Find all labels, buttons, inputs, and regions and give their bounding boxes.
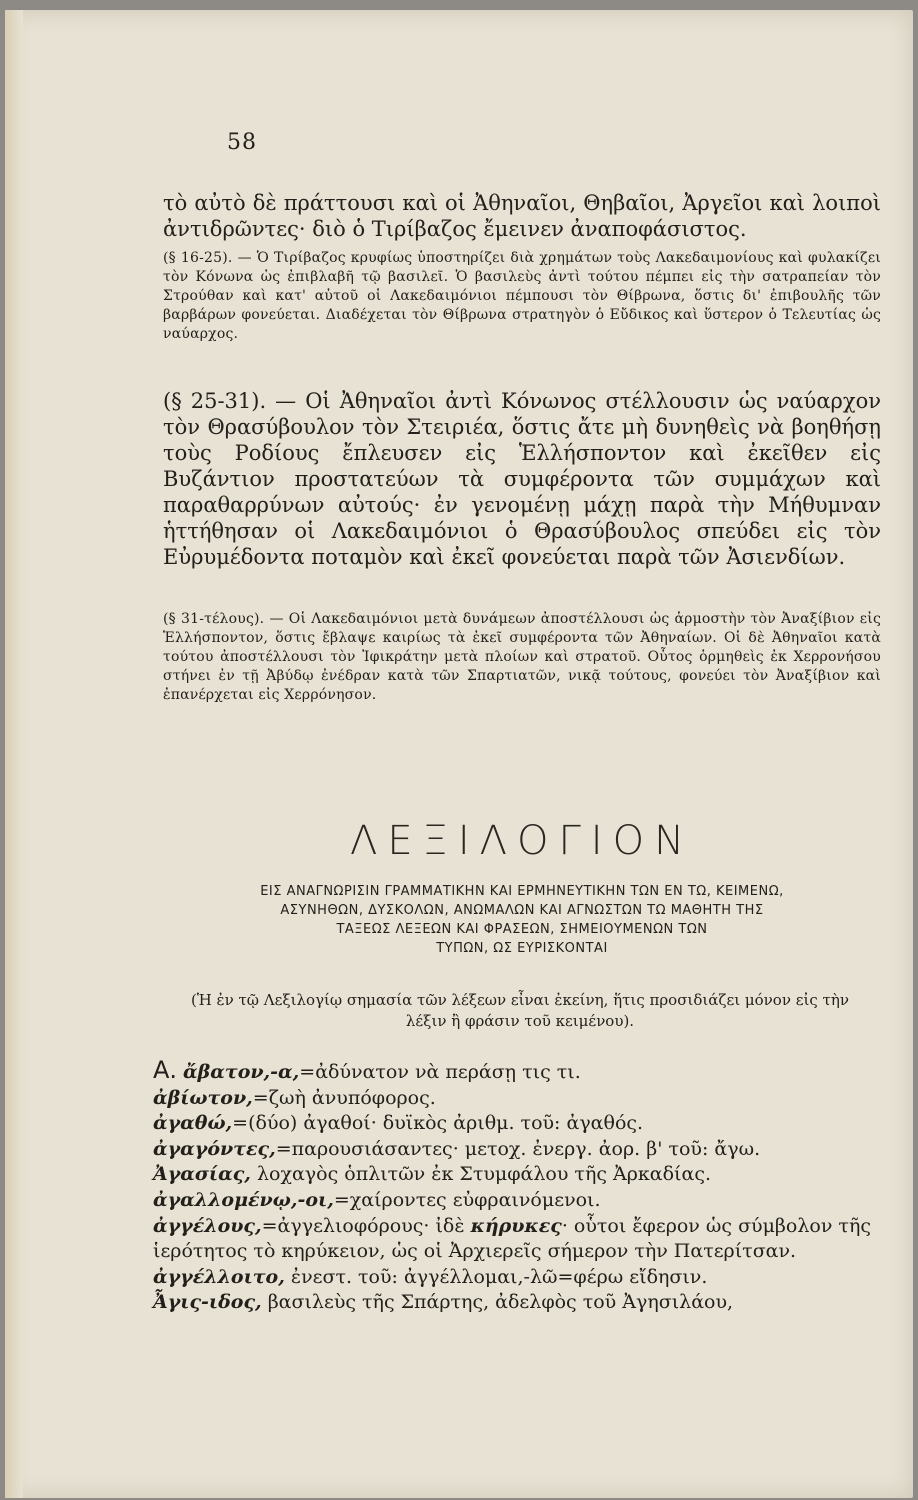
page-binding-edge [5,10,23,1498]
lexicon-entry [153,1265,883,1291]
lexicon-note: (Ἡ ἐν τῷ Λεξιλογίῳ σημασία τῶν λέξεων εἶναι ἐκείνη, ἥτις προσιδιάζει μόνον εἰς τὴν λέξιν ἢ φράσιν τοῦ κειμένου). [191,991,849,1030]
entry-definition: βασιλεὺς τῆς Σπάρτης, ἀδελφὸς τοῦ Ἀγησιλάου, [261,1291,734,1314]
book-page [5,10,913,1498]
lexicon-entry [153,1162,883,1188]
lexicon-entry [153,1214,883,1265]
entry-headword: ἀγγέλους, [153,1214,262,1237]
lexicon-subtitle [163,882,881,958]
text-paragraph-25-31: (§ 25-31). — Οἱ Ἀθηναῖοι ἀντὶ Κόνωνος στέλλουσιν ὡς ναύαρχον τὸν Θρασύβουλον τὸν Στειριέα, ὅστις ἄτε μὴ δυνηθεὶς νὰ βοηθήσῃ τοὺς Ροδίους ἔπλευσεν εἰς Ἑλλήσποντον καὶ ἐκεῖθεν εἰς Βυζάντιον προστατεύων τὰ συμφέροντα τῶν συμμάχων καὶ παραθαρρύνων αὐτούς· ἐν γενομένῃ μάχῃ παρὰ τὴν Μήθυμναν ἡττήθησαν οἱ Λακεδαιμόνιοι ὁ Θρασύβουλος σπεύδει εἰς τὸν Εὐρυμέδοντα ποταμὸν καὶ ἐκεῖ φονεύεται παρὰ τῶν Ἀσιενδίων. [163,389,881,569]
entry-keyword: κήρυκες [470,1214,562,1237]
entry-definition: ἐνεστ. τοῦ: ἀγγέλλομαι,-λῶ=φέρω εἴδησιν. [284,1265,708,1288]
entry-headword: ἀβίωτον, [153,1086,253,1109]
entry-headword: ἀγαγόντες, [153,1137,276,1160]
entry-definition: λοχαγὸς ὁπλιτῶν ἐκ Στυμφάλου τῆς Ἀρκαδίας. [250,1163,712,1186]
entry-headword: ἀγαθώ, [153,1112,233,1135]
entry-definition: =παρουσιάσαντες· μετοχ. ἐνεργ. ἀορ. β' τοῦ: ἄγω. [275,1137,761,1160]
lexicon-entries [153,1058,883,1316]
entry-headword: Ἆγις-ιδος, [153,1291,262,1314]
subtitle-line: ΤΥΠΩΝ, ΩΣ ΕΥΡΙΣΚΟΝΤΑΙ [436,941,608,956]
subtitle-line: ΤΑΞΕΩΣ ΛΕΞΕΩΝ ΚΑΙ ΦΡΑΣΕΩΝ, ΣΗΜΕΙΟΥΜΕΝΩΝ ΤΩΝ [336,922,708,937]
lexicon-entry [153,1188,883,1214]
subtitle-line: ΑΣΥΝΗΘΩΝ, ΔΥΣΚΟΛΩΝ, ΑΝΩΜΑΛΩΝ ΚΑΙ ΑΓΝΩΣΤΩΝ ΤΩ ΜΑΘΗΤΗ ΤΗΣ [280,903,764,918]
entry-headword: Ἀγασίας, [153,1163,251,1186]
entry-definition: =χαίροντες εὐφραινόμενοι. [333,1188,601,1211]
lexicon-entry [153,1058,883,1086]
page-number: 58 [227,130,257,155]
subtitle-line: ΕΙΣ ΑΝΑΓΝΩΡΙΣΙΝ ΓΡΑΜΜΑΤΙΚΗΝ ΚΑΙ ΕΡΜΗΝΕΥΤΙΚΗΝ ΤΩΝ ΕΝ ΤΩ, ΚΕΙΜΕΝΩ, [260,884,784,899]
text-paragraph-1: τὸ αὐτὸ δὲ πράττουσι καὶ οἱ Ἀθηναῖοι, Θηβαῖοι, Ἀργεῖοι καὶ λοιποὶ ἀντιδρῶντες· διὸ ὁ Τιρίβαζος ἔμεινεν ἀναποφάσιστος. [163,191,881,241]
entry-definition: =ἀδύνατον νὰ περάσῃ τις τι. [299,1061,581,1083]
entry-definition: =(δύο) ἀγαθοί· δυϊκὸς ἀριθμ. τοῦ: ἀγαθός. [232,1112,644,1135]
entry-headword: ἄβατον,-α, [183,1061,300,1083]
lexicon-entry [153,1137,883,1163]
lexicon-entry [153,1290,883,1316]
lexicon-entry [153,1086,883,1112]
summary-paragraph-16-25: (§ 16-25). — Ὁ Τιρίβαζος κρυφίως ὑποστηρίζει διὰ χρημάτων τοὺς Λακεδαιμονίους καὶ φυλακίζει τὸν Κόνωνα ὡς ἐπιβλαβῆ τῷ βασιλεῖ. Ὁ βασιλεὺς ἀντὶ τούτου πέμπει εἰς τὴν σατραπείαν τὸν Στρούθαν καὶ κατ' αὐτοῦ οἱ Λακεδαιμόνιοι πέμπουσι τὸν Θίβρωνα, ὅστις δι' ἐπιβουλῆς τῶν βαρβάρων φονεύεται. Διαδέχεται τὸν Θίβρωνα στρατηγὸν ὁ Εὔδικος καὶ ὕστερον ὁ Τελευτίας ὡς ναύαρχος. [163,250,881,342]
section-letter: Α. [153,1056,178,1084]
entry-headword: ἀγαλλομένῳ,-οι, [153,1188,334,1211]
lexicon-title: ΛΕΞΙΛΟΓΙΟΝ [349,818,695,864]
entry-definition-rest: · οὗτοι ἔφερον ὡς σύμβολον τῆς ἱερότητος τὸ κηρύκειον, ὡς οἱ Ἀρχιερεῖς σήμερον τὴν Πατερίτσαν. [153,1214,871,1263]
lexicon-entry [153,1111,883,1137]
entry-headword: ἀγγέλλοιτο, [153,1265,285,1288]
entry-definition: =ζωὴ ἀνυπόφορος. [252,1086,436,1109]
entry-definition: =ἀγγελιοφόρους· ἰδὲ [261,1214,471,1237]
summary-paragraph-31-end: (§ 31-τέλους). — Οἱ Λακεδαιμόνιοι μετὰ δυνάμεων ἀποστέλλουσι ὡς ἁρμοστὴν τὸν Ἀναξίβιον εἰς Ἑλλήσποντον, ὅστις ἔβλαψε καιρίως τὰ ἐκεῖ συμφέροντα τῶν Ἀθηναίων. Οἱ δὲ Ἀθηναῖοι κατὰ τούτου ἀποστέλλουσι τὸν Ἰφικράτην μετὰ πλοίων καὶ στρατοῦ. Οὗτος ὁρμηθεὶς ἐκ Χερρονήσου στήνει ἐν τῇ Ἀβύδῳ ἐνέδραν κατὰ τῶν Σπαρτιατῶν, νικᾷ τούτους, φονεύει τὸν Ἀναξίβιον καὶ ἐπανέρχεται εἰς Χερρόνησον. [163,611,881,703]
